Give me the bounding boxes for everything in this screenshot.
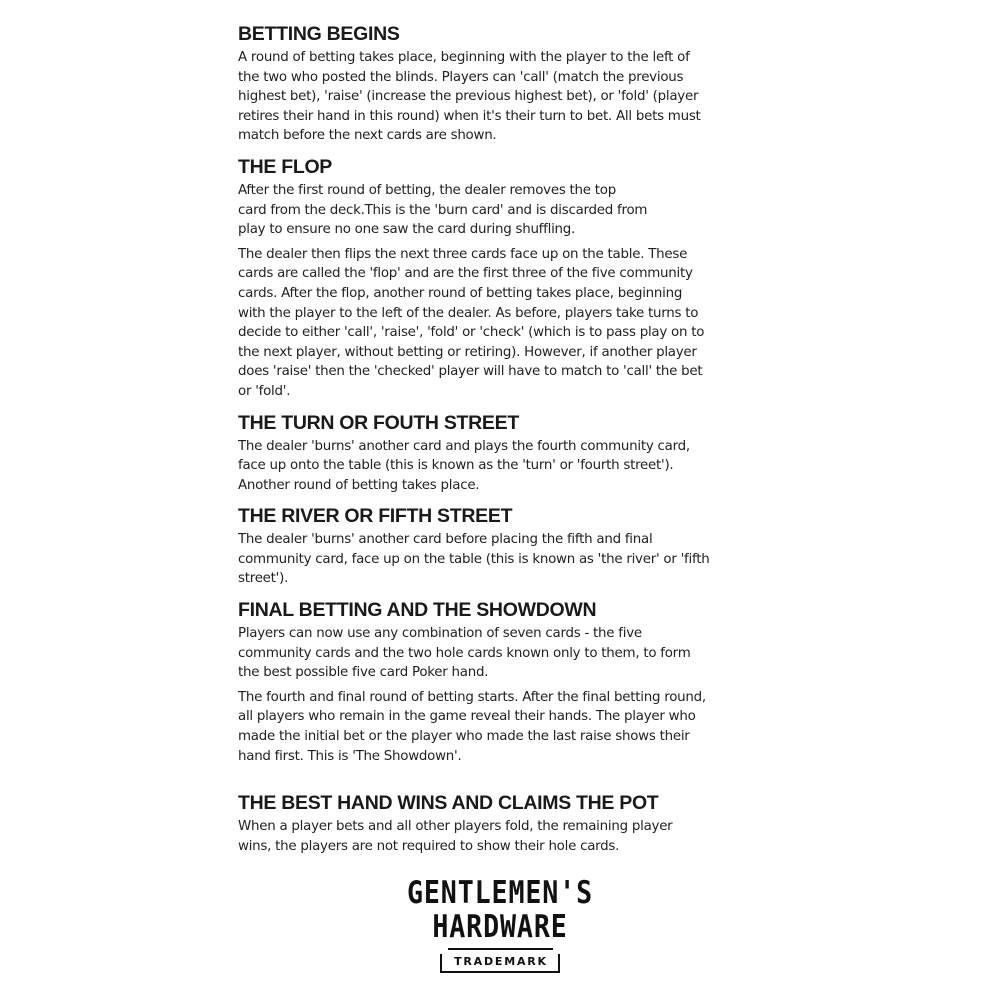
logo-line-1: GENTLEMEN'S [406,875,594,911]
section-final-betting [238,598,768,766]
section-paragraph: Players can now use any combination of seven cards - the five community cards and the two hole cards known only to them, to form the best possible five card Poker hand. [238,626,691,681]
section-heading: FINAL BETTING AND THE SHOWDOWN [238,599,597,622]
section-best-hand [238,791,768,856]
section-betting-begins [238,22,768,146]
rules-document [238,22,768,861]
section-paragraph: A round of betting takes place, beginning with the player to the left of the two who posted the blinds. Players can 'call' (match the previous highest bet), 'raise' (increase the previous highest bet), or 'fold' (player retires their hand in this round) when it's their turn to bet. All bets must match before the next cards are shown. [238,50,701,144]
section-paragraph: The dealer 'burns' another card and plays the fourth community card, face up onto the table (this is known as the 'turn' or 'fourth street'). Another round of betting takes place. [238,438,690,493]
section-heading: THE TURN OR FOUTH STREET [238,411,519,434]
section-heading: THE BEST HAND WINS AND CLAIMS THE POT [238,792,659,815]
logo-divider [448,948,553,950]
brand-logo [0,876,1000,973]
section-paragraph: When a player bets and all other players fold, the remaining player wins, the players are not required to show their hole cards. [238,819,673,854]
section-heading: THE FLOP [238,155,333,178]
section-paragraph: The dealer then flips the next three cards face up on the table. These cards are called the 'flop' and are the first three of the five community cards. After the flop, another round of betting takes place, beginning with the player to the left of the dealer. As before, players take turns to decide to either 'call', 'raise', 'fold' or 'check' (which is to pass play on to the next player, without betting or retiring). However, if another player does 'raise' then the 'checked' player will have to match to 'call' the bet or 'fold'. [238,246,705,399]
section-the-turn [238,411,768,496]
section-the-flop [238,155,768,402]
section-paragraph: After the first round of betting, the dealer removes the top card from the deck.This is the 'burn card' and is discarded from play to ensure no one saw the card during shuffling. [238,182,648,238]
logo-line-2: HARDWARE [432,909,568,945]
section-the-river [238,504,768,589]
section-paragraph: The dealer 'burns' another card before placing the fifth and final community card, face up on the table (this is known as 'the river' or 'fifth street'). [238,532,710,587]
logo-trademark: TRADEMARK [440,954,560,973]
section-paragraph: The fourth and final round of betting starts. After the final betting round, all players who remain in the game reveal their hands. The player who made the initial bet or the player who made the last raise shows their hand first. This is 'The Showdown'. [238,689,706,764]
section-heading: THE RIVER OR FIFTH STREET [238,505,513,528]
section-heading: BETTING BEGINS [238,23,400,45]
